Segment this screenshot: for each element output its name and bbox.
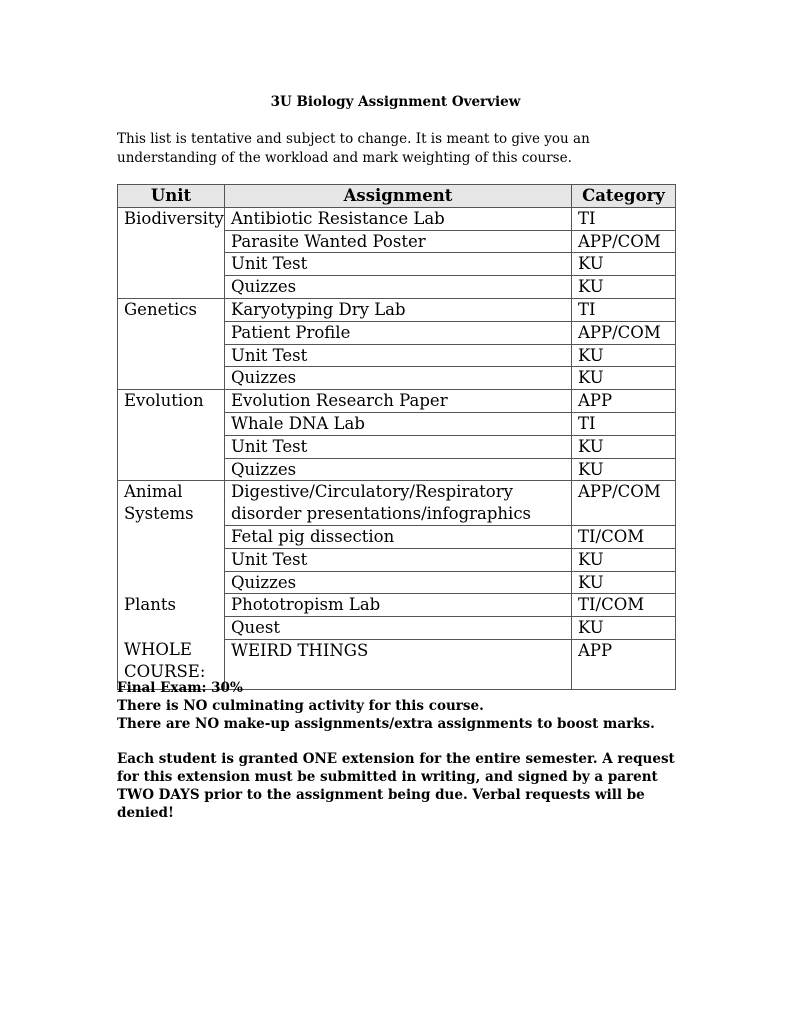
unit-cell: Biodiversity: [118, 207, 225, 230]
unit-cell: [118, 525, 225, 548]
unit-cell: Genetics: [118, 298, 225, 321]
table-row: [118, 321, 676, 344]
category-cell: TI/COM: [572, 525, 676, 548]
unit-cell: Evolution: [118, 390, 225, 413]
assignment-cell: Digestive/Circulatory/Respiratory disorder presentations/infographics: [225, 481, 572, 526]
table-row: [118, 594, 676, 617]
unit-cell: Animal Systems: [118, 481, 225, 526]
makeup-note: There are NO make-up assignments/extra assignments to boost marks.: [117, 715, 655, 732]
assignment-cell: Evolution Research Paper: [225, 390, 572, 413]
category-cell: KU: [572, 344, 676, 367]
table-header-row: [118, 185, 676, 208]
category-cell: KU: [572, 276, 676, 299]
category-cell: APP/COM: [572, 230, 676, 253]
table-row: [118, 617, 676, 640]
unit-cell: [118, 571, 225, 594]
table-row: [118, 344, 676, 367]
table-row: [118, 367, 676, 390]
unit-cell: [118, 412, 225, 435]
final-exam-note: Final Exam: 30%: [117, 680, 243, 696]
category-cell: APP: [572, 639, 676, 689]
table-row: [118, 571, 676, 594]
culminating-note: There is NO culminating activity for this course.: [117, 697, 484, 714]
category-cell: TI: [572, 207, 676, 230]
category-cell: KU: [572, 458, 676, 481]
assignment-cell: Antibiotic Resistance Lab: [225, 207, 572, 230]
category-cell: TI: [572, 412, 676, 435]
assignment-cell: Quizzes: [225, 276, 572, 299]
notes-section: [117, 680, 687, 822]
unit-cell: [118, 367, 225, 390]
table-row: [118, 298, 676, 321]
assignment-cell: Unit Test: [225, 253, 572, 276]
unit-cell: [118, 321, 225, 344]
assignment-cell: Patient Profile: [225, 321, 572, 344]
header-category: Category: [572, 185, 676, 208]
table-row: [118, 412, 676, 435]
unit-cell: Plants: [118, 594, 225, 617]
unit-cell: [118, 253, 225, 276]
table-row: [118, 481, 676, 526]
category-cell: APP: [572, 390, 676, 413]
category-cell: KU: [572, 571, 676, 594]
assignment-cell: Unit Test: [225, 548, 572, 571]
unit-cell: [118, 276, 225, 299]
assignment-cell: Parasite Wanted Poster: [225, 230, 572, 253]
table-row: [118, 390, 676, 413]
assignment-cell: Whale DNA Lab: [225, 412, 572, 435]
assignment-cell: Phototropism Lab: [225, 594, 572, 617]
header-assignment: Assignment: [225, 185, 572, 208]
table-row: [118, 253, 676, 276]
unit-cell: [118, 458, 225, 481]
table-row: [118, 230, 676, 253]
category-cell: KU: [572, 435, 676, 458]
category-cell: TI/COM: [572, 594, 676, 617]
table-row: [118, 207, 676, 230]
assignment-cell: Quest: [225, 617, 572, 640]
unit-cell: [118, 617, 225, 640]
table-row: [118, 276, 676, 299]
unit-cell: [118, 344, 225, 367]
assignment-cell: Karyotyping Dry Lab: [225, 298, 572, 321]
category-cell: TI: [572, 298, 676, 321]
category-cell: KU: [572, 617, 676, 640]
assignment-cell: Quizzes: [225, 458, 572, 481]
intro-paragraph: This list is tentative and subject to change. It is meant to give you an understanding of the workload and mark weighting of this course.: [117, 131, 590, 166]
assignment-cell: WEIRD THINGS: [225, 639, 572, 689]
assignment-cell: Fetal pig dissection: [225, 525, 572, 548]
assignment-table: [117, 184, 676, 690]
spacer: [117, 733, 687, 751]
assignment-cell: Quizzes: [225, 367, 572, 390]
assignment-cell: Unit Test: [225, 435, 572, 458]
category-cell: APP/COM: [572, 481, 676, 526]
table-row: [118, 548, 676, 571]
table-row: [118, 525, 676, 548]
extension-note: Each student is granted ONE extension for the entire semester. A request for this extension must be submitted in writing, and signed by a parent TWO DAYS prior to the assignment being due. Verbal requests will be denied!: [117, 751, 675, 821]
assignment-cell: Unit Test: [225, 344, 572, 367]
category-cell: KU: [572, 367, 676, 390]
page-title: 3U Biology Assignment Overview: [270, 94, 521, 110]
table-row: [118, 458, 676, 481]
table-row: [118, 435, 676, 458]
unit-cell: [118, 548, 225, 571]
assignment-cell: Quizzes: [225, 571, 572, 594]
header-unit: Unit: [118, 185, 225, 208]
category-cell: APP/COM: [572, 321, 676, 344]
unit-cell: [118, 435, 225, 458]
unit-cell: [118, 230, 225, 253]
unit-cell: WHOLE COURSE:: [118, 639, 225, 689]
category-cell: KU: [572, 548, 676, 571]
category-cell: KU: [572, 253, 676, 276]
